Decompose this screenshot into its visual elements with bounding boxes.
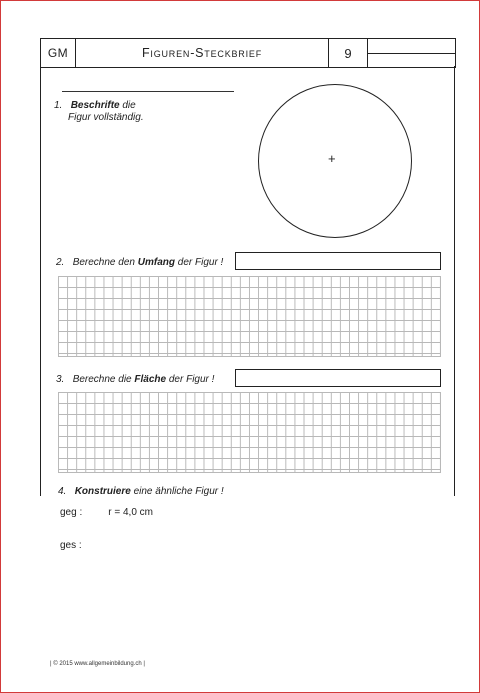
task-4 — [58, 486, 224, 497]
task-4-number: 4. — [58, 486, 67, 497]
task-3-post: der Figur ! — [166, 374, 215, 385]
answer-box-perimeter[interactable] — [235, 252, 441, 270]
task-2-keyword: Umfang — [137, 257, 175, 268]
task-3-pre: Berechne die — [72, 374, 135, 385]
given-label: geg : — [60, 507, 83, 518]
calculation-grid-perimeter[interactable] — [58, 276, 441, 357]
given-radius: r = 4,0 cm — [108, 507, 153, 518]
worksheet-header — [40, 38, 456, 68]
task-4-keyword: Konstruiere — [74, 486, 131, 497]
task-3 — [56, 374, 214, 385]
circle-center-mark: + — [328, 151, 336, 166]
task-4-post: eine ähnliche Figur ! — [130, 486, 224, 497]
subject-code: GM — [41, 39, 76, 67]
task-1-number: 1. — [54, 100, 63, 111]
task-2-pre: Berechne den — [72, 257, 138, 268]
task-1 — [54, 100, 136, 111]
given-values — [60, 507, 153, 518]
task-1-rest: die — [119, 100, 136, 111]
worksheet-number: 9 — [329, 39, 368, 67]
answer-box-area[interactable] — [235, 369, 441, 387]
task-2 — [56, 257, 223, 268]
frame-left-line — [40, 66, 41, 496]
worksheet-title: Figuren-Steckbrief — [76, 39, 329, 67]
calculation-grid-area[interactable] — [58, 392, 441, 473]
task-3-number: 3. — [56, 374, 65, 385]
task-3-keyword: Fläche — [134, 374, 167, 385]
footer-copyright: | © 2015 www.allgemeinbildung.ch | — [50, 661, 145, 667]
task-2-post: der Figur ! — [174, 257, 224, 268]
task-1-keyword: Beschrifte — [70, 100, 120, 111]
separator-line — [62, 91, 234, 92]
sought-label: ges : — [60, 540, 82, 551]
header-blank-field — [368, 39, 455, 67]
task-2-number: 2. — [56, 257, 65, 268]
task-1-line2: Figur vollständig. — [68, 112, 144, 123]
frame-right-line — [454, 66, 455, 496]
